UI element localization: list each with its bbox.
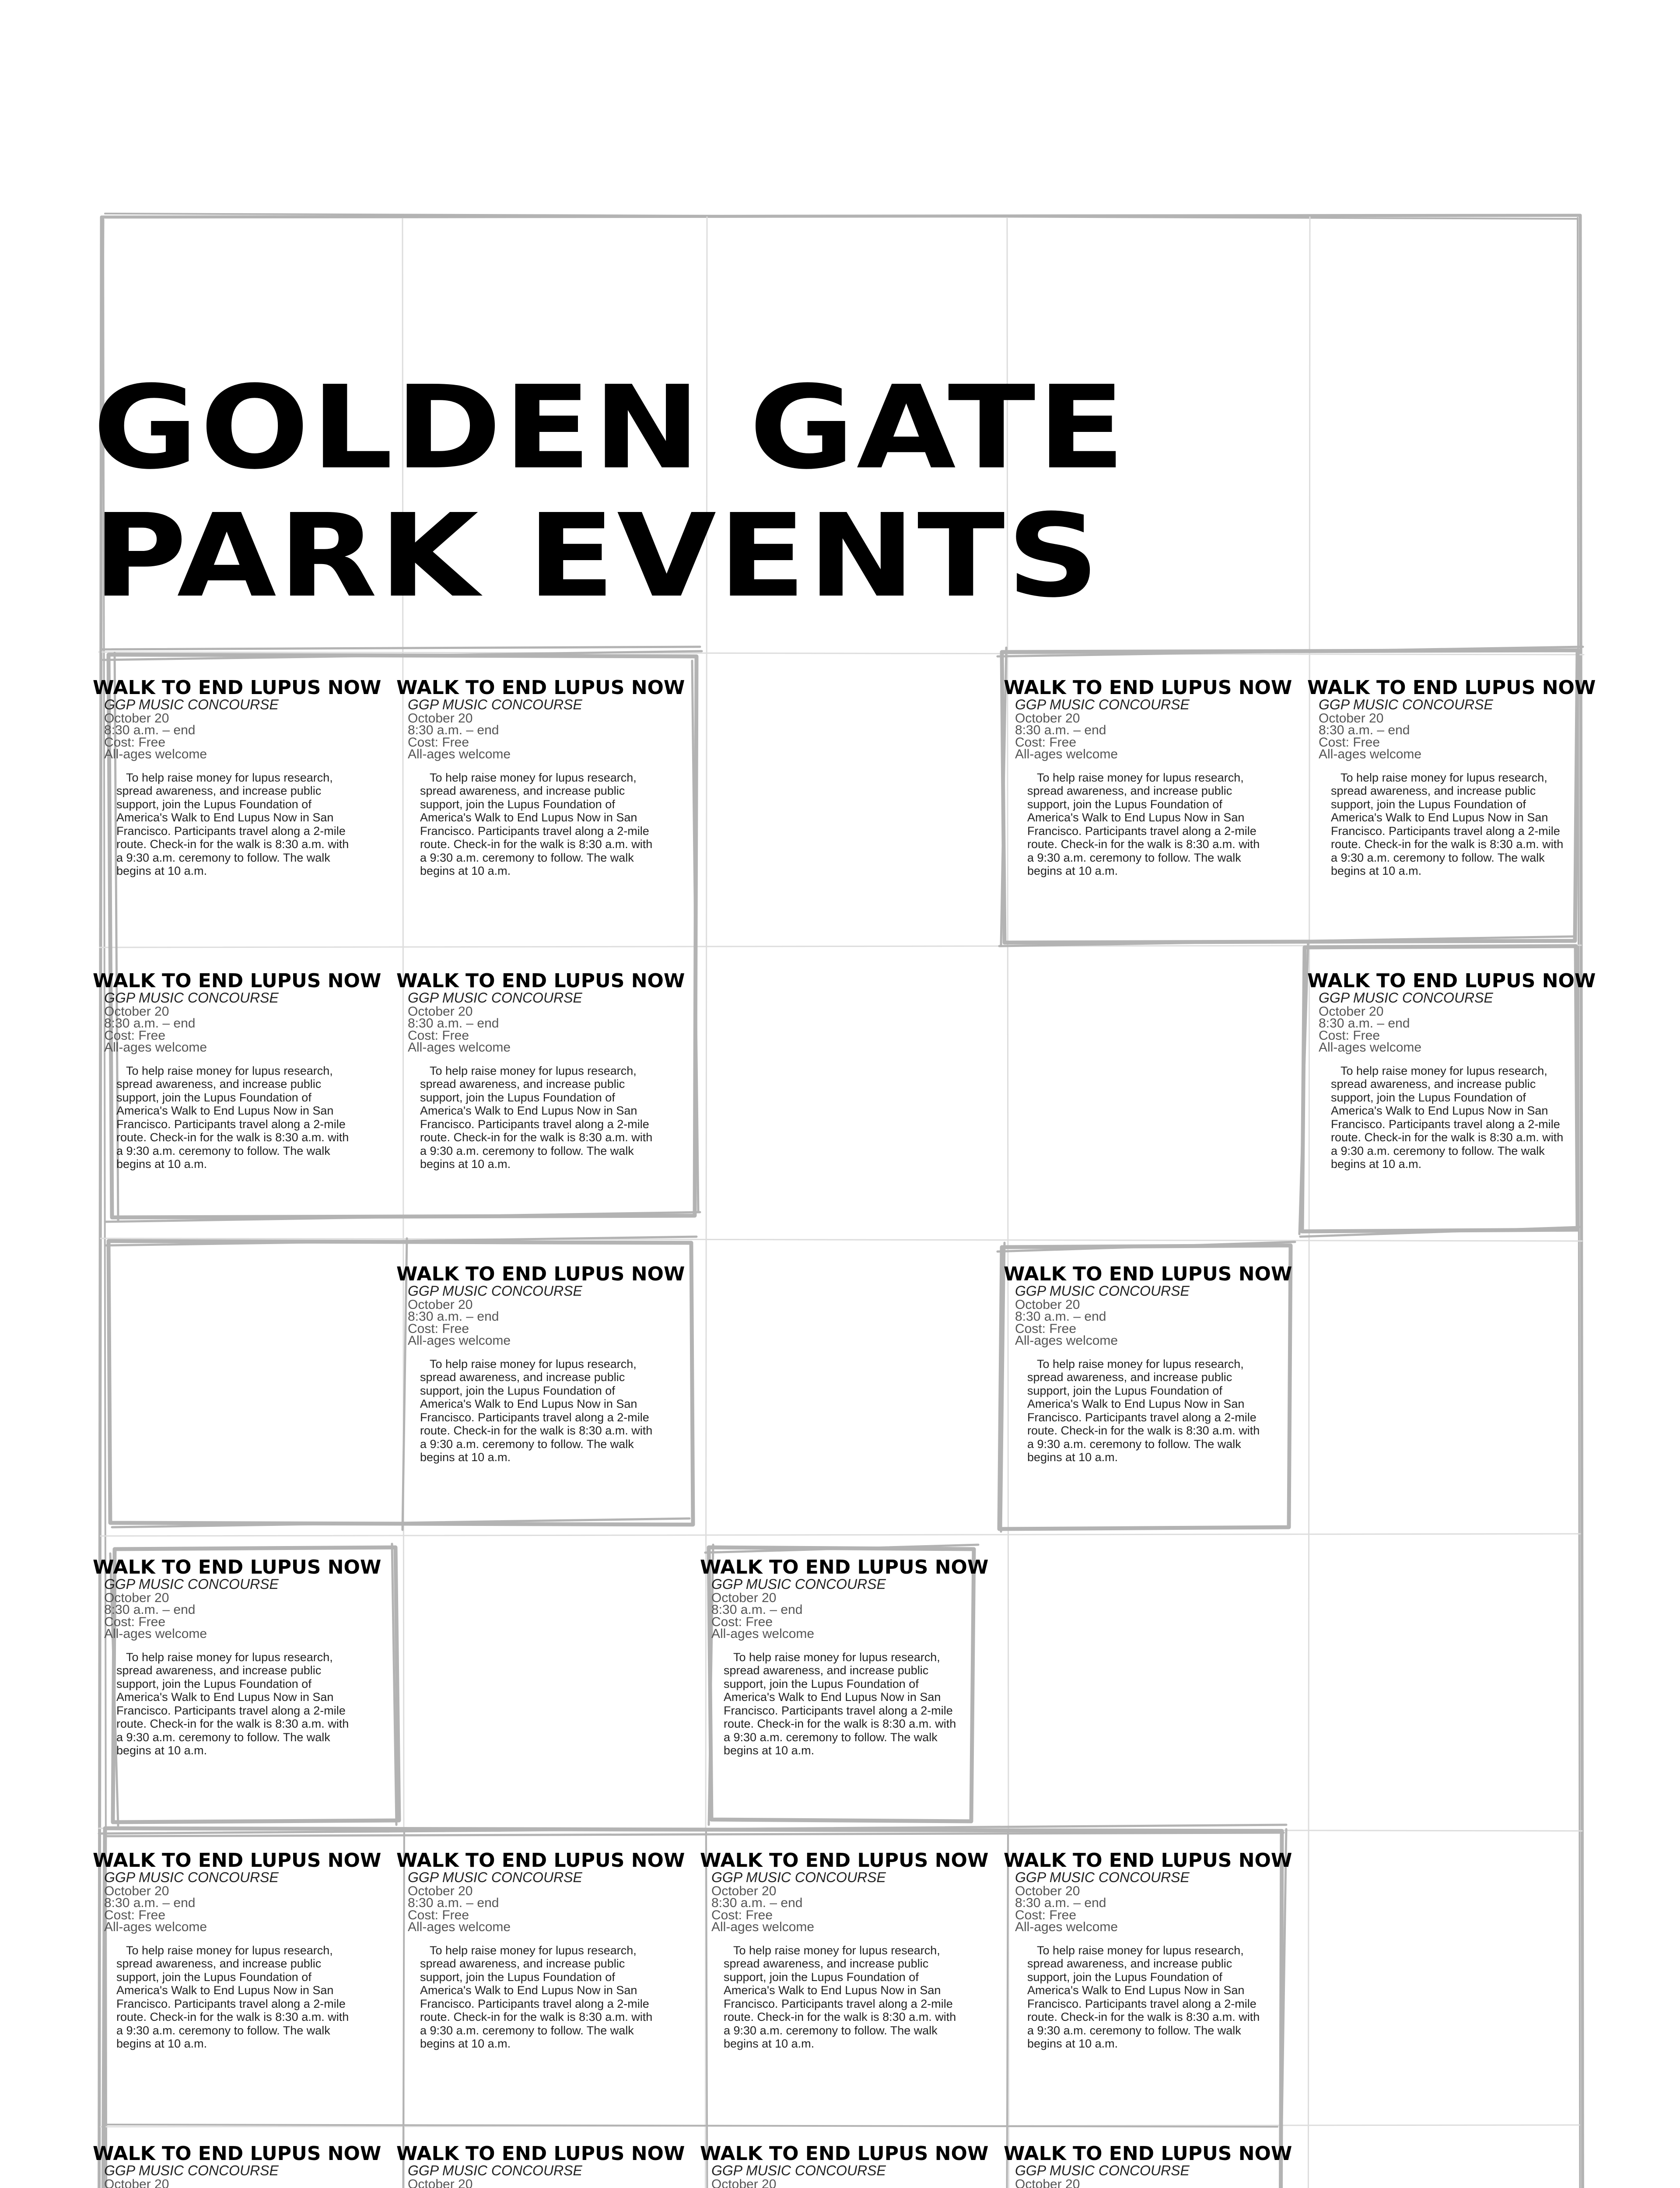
event-venue: GGP MUSIC CONCOURSE xyxy=(408,1869,582,1885)
event-date: October 20 xyxy=(408,711,473,726)
event-description: To help raise money for lupus research, spread awareness, and increase public support, join the Lupus Foundation of America's Walk to End Lupus Now in San Francisco. Participants travel along a 2-mile route. Check-in for the walk is 8:30 a.m. with a 9:30 a.m. ceremony to follow. The walk begins at 10 a.m. xyxy=(1331,771,1564,878)
event-ages: All-ages welcome xyxy=(1015,1920,1118,1935)
event-time: 8:30 a.m. – end xyxy=(104,1602,196,1617)
event-ages: All-ages welcome xyxy=(104,1040,207,1055)
event-cost: Cost: Free xyxy=(711,1614,773,1629)
event-ages: All-ages welcome xyxy=(104,1627,207,1641)
event-card xyxy=(93,2144,382,2188)
event-card xyxy=(93,971,382,1217)
event-title: WALK TO END LUPUS NOW xyxy=(93,677,382,699)
event-description: To help raise money for lupus research, spread awareness, and increase public support, join the Lupus Foundation of America's Walk to End Lupus Now in San Francisco. Participants travel along a 2-mile route. Check-in for the walk is 8:30 a.m. with a 9:30 a.m. ceremony to follow. The walk begins at 10 a.m. xyxy=(116,1943,349,2051)
event-venue: GGP MUSIC CONCOURSE xyxy=(711,1576,886,1592)
event-description: To help raise money for lupus research, spread awareness, and increase public support, join the Lupus Foundation of America's Walk to End Lupus Now in San Francisco. Participants travel along a 2-mile route. Check-in for the walk is 8:30 a.m. with a 9:30 a.m. ceremony to follow. The walk begins at 10 a.m. xyxy=(420,771,653,878)
event-venue: GGP MUSIC CONCOURSE xyxy=(104,990,279,1006)
event-ages: All-ages welcome xyxy=(104,747,207,762)
event-venue: GGP MUSIC CONCOURSE xyxy=(408,1283,582,1299)
event-card xyxy=(1004,1851,1292,2096)
event-venue: GGP MUSIC CONCOURSE xyxy=(1319,990,1493,1006)
event-date: October 20 xyxy=(1319,711,1384,726)
event-card xyxy=(396,971,685,1217)
event-ages: All-ages welcome xyxy=(1015,1333,1118,1348)
event-card xyxy=(93,1851,382,2096)
event-card xyxy=(396,1265,685,1510)
event-cost: Cost: Free xyxy=(408,735,469,750)
event-card xyxy=(1004,2144,1292,2188)
event-title: WALK TO END LUPUS NOW xyxy=(1004,1263,1292,1285)
event-date: October 20 xyxy=(104,1004,169,1019)
event-ages: All-ages welcome xyxy=(711,1920,815,1935)
event-card xyxy=(700,2144,989,2188)
event-cost: Cost: Free xyxy=(1015,1321,1077,1336)
event-title: WALK TO END LUPUS NOW xyxy=(93,2142,382,2165)
event-description: To help raise money for lupus research, spread awareness, and increase public support, join the Lupus Foundation of America's Walk to End Lupus Now in San Francisco. Participants travel along a 2-mile route. Check-in for the walk is 8:30 a.m. with a 9:30 a.m. ceremony to follow. The walk begins at 10 a.m. xyxy=(420,1357,653,1464)
event-date: October 20 xyxy=(408,1004,473,1019)
event-venue: GGP MUSIC CONCOURSE xyxy=(104,1869,279,1885)
event-description: To help raise money for lupus research, spread awareness, and increase public support, join the Lupus Foundation of America's Walk to End Lupus Now in San Francisco. Participants travel along a 2-mile route. Check-in for the walk is 8:30 a.m. with a 9:30 a.m. ceremony to follow. The walk begins at 10 a.m. xyxy=(1027,1943,1260,2051)
event-venue: GGP MUSIC CONCOURSE xyxy=(104,1576,279,1592)
event-card xyxy=(700,1851,989,2096)
event-date: October 20 xyxy=(711,1590,777,1605)
event-venue: GGP MUSIC CONCOURSE xyxy=(104,2163,279,2178)
event-title: WALK TO END LUPUS NOW xyxy=(1004,1849,1292,1872)
event-title: WALK TO END LUPUS NOW xyxy=(700,1556,989,1578)
event-title: WALK TO END LUPUS NOW xyxy=(1004,677,1292,699)
event-title: WALK TO END LUPUS NOW xyxy=(93,1849,382,1872)
event-date: October 20 xyxy=(408,1883,473,1898)
event-venue: GGP MUSIC CONCOURSE xyxy=(104,697,279,712)
event-cost: Cost: Free xyxy=(711,1907,773,1922)
event-cost: Cost: Free xyxy=(1015,735,1077,750)
event-time: 8:30 a.m. – end xyxy=(408,1896,499,1911)
event-title: WALK TO END LUPUS NOW xyxy=(700,1849,989,1872)
event-description: To help raise money for lupus research, spread awareness, and increase public support, join the Lupus Foundation of America's Walk to End Lupus Now in San Francisco. Participants travel along a 2-mile route. Check-in for the walk is 8:30 a.m. with a 9:30 a.m. ceremony to follow. The walk begins at 10 a.m. xyxy=(420,1943,653,2051)
event-time: 8:30 a.m. – end xyxy=(1319,723,1410,738)
event-cost: Cost: Free xyxy=(1319,1028,1380,1043)
event-venue: GGP MUSIC CONCOURSE xyxy=(711,2163,886,2178)
event-title: WALK TO END LUPUS NOW xyxy=(1307,677,1596,699)
event-cost: Cost: Free xyxy=(104,1614,166,1629)
event-date: October 20 xyxy=(104,2177,169,2188)
event-time: 8:30 a.m. – end xyxy=(711,1896,803,1911)
event-description: To help raise money for lupus research, spread awareness, and increase public support, join the Lupus Foundation of America's Walk to End Lupus Now in San Francisco. Participants travel along a 2-mile route. Check-in for the walk is 8:30 a.m. with a 9:30 a.m. ceremony to follow. The walk begins at 10 a.m. xyxy=(420,1064,653,1171)
event-time: 8:30 a.m. – end xyxy=(408,1016,499,1031)
event-time: 8:30 a.m. – end xyxy=(104,723,196,738)
event-time: 8:30 a.m. – end xyxy=(1015,723,1106,738)
event-time: 8:30 a.m. – end xyxy=(104,1016,196,1031)
event-venue: GGP MUSIC CONCOURSE xyxy=(408,697,582,712)
event-cost: Cost: Free xyxy=(408,1321,469,1336)
event-time: 8:30 a.m. – end xyxy=(408,723,499,738)
event-date: October 20 xyxy=(408,2177,473,2188)
event-date: October 20 xyxy=(1015,1883,1080,1898)
event-date: October 20 xyxy=(1015,1297,1080,1312)
event-cost: Cost: Free xyxy=(408,1028,469,1043)
event-date: October 20 xyxy=(408,1297,473,1312)
event-cost: Cost: Free xyxy=(1319,735,1380,750)
event-title: WALK TO END LUPUS NOW xyxy=(396,1849,685,1872)
event-title: WALK TO END LUPUS NOW xyxy=(700,2142,989,2165)
title-line-1: GOLDEN GATE xyxy=(93,361,1127,494)
title-line-2: PARK EVENTS xyxy=(93,489,1102,623)
event-title: WALK TO END LUPUS NOW xyxy=(1307,970,1596,992)
event-time: 8:30 a.m. – end xyxy=(104,1896,196,1911)
event-date: October 20 xyxy=(104,1883,169,1898)
event-date: October 20 xyxy=(1015,711,1080,726)
event-date: October 20 xyxy=(104,1590,169,1605)
page-title xyxy=(93,361,1127,633)
event-card xyxy=(1004,678,1292,923)
event-venue: GGP MUSIC CONCOURSE xyxy=(1015,697,1190,712)
event-venue: GGP MUSIC CONCOURSE xyxy=(1015,2163,1190,2178)
event-venue: GGP MUSIC CONCOURSE xyxy=(408,990,582,1006)
event-card xyxy=(1307,971,1596,1217)
event-title: WALK TO END LUPUS NOW xyxy=(93,970,382,992)
event-description: To help raise money for lupus research, spread awareness, and increase public support, join the Lupus Foundation of America's Walk to End Lupus Now in San Francisco. Participants travel along a 2-mile route. Check-in for the walk is 8:30 a.m. with a 9:30 a.m. ceremony to follow. The walk begins at 10 a.m. xyxy=(724,1650,956,1757)
event-ages: All-ages welcome xyxy=(408,747,511,762)
event-date: October 20 xyxy=(711,1883,777,1898)
event-cost: Cost: Free xyxy=(104,735,166,750)
event-description: To help raise money for lupus research, spread awareness, and increase public support, join the Lupus Foundation of America's Walk to End Lupus Now in San Francisco. Participants travel along a 2-mile route. Check-in for the walk is 8:30 a.m. with a 9:30 a.m. ceremony to follow. The walk begins at 10 a.m. xyxy=(116,1064,349,1171)
event-description: To help raise money for lupus research, spread awareness, and increase public support, join the Lupus Foundation of America's Walk to End Lupus Now in San Francisco. Participants travel along a 2-mile route. Check-in for the walk is 8:30 a.m. with a 9:30 a.m. ceremony to follow. The walk begins at 10 a.m. xyxy=(116,771,349,878)
event-date: October 20 xyxy=(104,711,169,726)
event-card xyxy=(93,678,382,923)
event-title: WALK TO END LUPUS NOW xyxy=(396,677,685,699)
event-ages: All-ages welcome xyxy=(1319,747,1422,762)
event-ages: All-ages welcome xyxy=(1015,747,1118,762)
event-ages: All-ages welcome xyxy=(104,1920,207,1935)
event-cost: Cost: Free xyxy=(104,1907,166,1922)
event-description: To help raise money for lupus research, spread awareness, and increase public support, join the Lupus Foundation of America's Walk to End Lupus Now in San Francisco. Participants travel along a 2-mile route. Check-in for the walk is 8:30 a.m. with a 9:30 a.m. ceremony to follow. The walk begins at 10 a.m. xyxy=(1027,771,1260,878)
event-cost: Cost: Free xyxy=(104,1028,166,1043)
event-description: To help raise money for lupus research, spread awareness, and increase public support, join the Lupus Foundation of America's Walk to End Lupus Now in San Francisco. Participants travel along a 2-mile route. Check-in for the walk is 8:30 a.m. with a 9:30 a.m. ceremony to follow. The walk begins at 10 a.m. xyxy=(724,1943,956,2051)
event-cost: Cost: Free xyxy=(408,1907,469,1922)
event-card xyxy=(396,2144,685,2188)
event-title: WALK TO END LUPUS NOW xyxy=(396,1263,685,1285)
event-card xyxy=(1307,678,1596,923)
event-venue: GGP MUSIC CONCOURSE xyxy=(1015,1283,1190,1299)
event-card xyxy=(396,1851,685,2096)
event-cost: Cost: Free xyxy=(1015,1907,1077,1922)
event-time: 8:30 a.m. – end xyxy=(1319,1016,1410,1031)
event-time: 8:30 a.m. – end xyxy=(711,1602,803,1617)
event-time: 8:30 a.m. – end xyxy=(408,1309,499,1324)
event-description: To help raise money for lupus research, spread awareness, and increase public support, join the Lupus Foundation of America's Walk to End Lupus Now in San Francisco. Participants travel along a 2-mile route. Check-in for the walk is 8:30 a.m. with a 9:30 a.m. ceremony to follow. The walk begins at 10 a.m. xyxy=(1331,1064,1564,1171)
event-ages: All-ages welcome xyxy=(1319,1040,1422,1055)
event-ages: All-ages welcome xyxy=(711,1627,815,1641)
event-card xyxy=(93,1558,382,1803)
event-title: WALK TO END LUPUS NOW xyxy=(93,1556,382,1578)
event-ages: All-ages welcome xyxy=(408,1040,511,1055)
event-title: WALK TO END LUPUS NOW xyxy=(1004,2142,1292,2165)
event-date: October 20 xyxy=(711,2177,777,2188)
event-title: WALK TO END LUPUS NOW xyxy=(396,970,685,992)
event-card xyxy=(1004,1265,1292,1510)
event-date: October 20 xyxy=(1319,1004,1384,1019)
event-description: To help raise money for lupus research, spread awareness, and increase public support, join the Lupus Foundation of America's Walk to End Lupus Now in San Francisco. Participants travel along a 2-mile route. Check-in for the walk is 8:30 a.m. with a 9:30 a.m. ceremony to follow. The walk begins at 10 a.m. xyxy=(116,1650,349,1757)
event-time: 8:30 a.m. – end xyxy=(1015,1309,1106,1324)
event-venue: GGP MUSIC CONCOURSE xyxy=(1015,1869,1190,1885)
event-venue: GGP MUSIC CONCOURSE xyxy=(711,1869,886,1885)
event-venue: GGP MUSIC CONCOURSE xyxy=(408,2163,582,2178)
event-ages: All-ages welcome xyxy=(408,1333,511,1348)
event-time: 8:30 a.m. – end xyxy=(1015,1896,1106,1911)
event-date: October 20 xyxy=(1015,2177,1080,2188)
event-card xyxy=(396,678,685,923)
event-description: To help raise money for lupus research, spread awareness, and increase public support, join the Lupus Foundation of America's Walk to End Lupus Now in San Francisco. Participants travel along a 2-mile route. Check-in for the walk is 8:30 a.m. with a 9:30 a.m. ceremony to follow. The walk begins at 10 a.m. xyxy=(1027,1357,1260,1464)
event-title: WALK TO END LUPUS NOW xyxy=(396,2142,685,2165)
event-ages: All-ages welcome xyxy=(408,1920,511,1935)
event-card xyxy=(700,1558,989,1803)
event-venue: GGP MUSIC CONCOURSE xyxy=(1319,697,1493,712)
